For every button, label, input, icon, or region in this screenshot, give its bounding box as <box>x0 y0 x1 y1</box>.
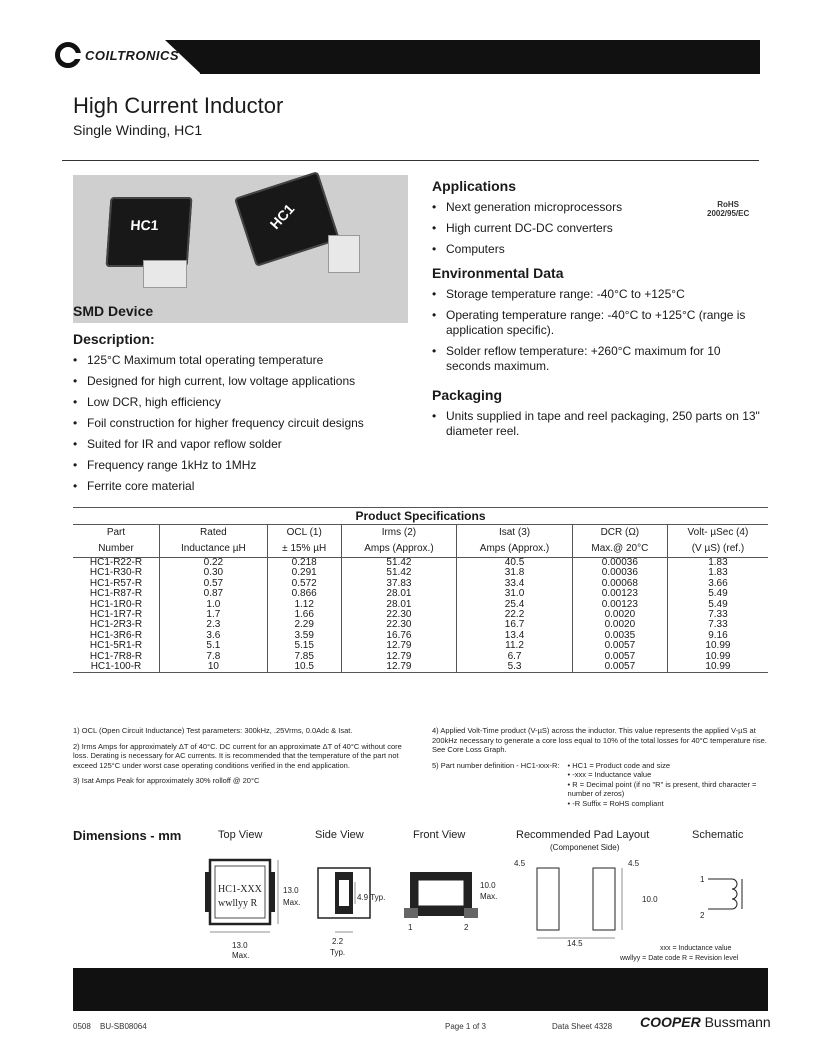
list-item: • HC1 = Product code and size <box>567 760 671 770</box>
table-cell: 7.85 <box>267 652 341 662</box>
brand-bold: COOPER <box>640 1014 701 1030</box>
table-cell: 0.00123 <box>572 600 667 610</box>
table-cell: 0.0020 <box>572 610 667 620</box>
table-cell: 0.0057 <box>572 662 667 673</box>
top-view-drawing <box>205 860 300 960</box>
front-view-drawing <box>404 872 497 932</box>
pad-layout-sublabel: (Componenet Side) <box>550 843 620 852</box>
legend-line-1: xxx = Inductance value <box>660 945 732 952</box>
packaging-heading: Packaging <box>432 387 503 403</box>
photo-caption: SMD Device <box>73 303 154 319</box>
environmental-heading: Environmental Data <box>432 265 564 281</box>
table-cell: HC1-R22-R <box>89 557 143 568</box>
pad-right-width: 4.5 <box>628 859 640 868</box>
list-item: • Next generation microprocessors <box>432 200 732 215</box>
table-cell: 5.3 <box>457 662 573 673</box>
table-cell: 16.76 <box>341 631 457 641</box>
table-header-cell: ± 15% µH <box>267 541 341 558</box>
table-cell: 5.1 <box>160 641 268 651</box>
table-cell: 7.33 <box>667 620 768 630</box>
legend-line-2: wwllyy = Date code R = Revision level <box>620 955 739 962</box>
list-item: • Foil construction for higher frequency circuit designs <box>73 416 413 431</box>
footer-data-sheet: Data Sheet 4328 <box>552 1022 613 1031</box>
top-view-width-unit: Max. <box>232 951 250 960</box>
schematic-pin2: 2 <box>700 911 705 920</box>
note-5-lead: 5) Part number definition - HC1-xxx-R: <box>432 760 560 770</box>
table-header-cell: Part <box>106 526 126 538</box>
table-cell: 0.218 <box>267 558 341 569</box>
list-item: • Frequency range 1kHz to 1MHz <box>73 458 413 473</box>
table-cell: 7.33 <box>667 610 768 620</box>
table-cell: 1.83 <box>667 558 768 569</box>
table-header-cell: (V µS) (ref.) <box>667 541 768 558</box>
side-view-dimension: 4.9 Typ. <box>357 893 386 902</box>
table-cell: 10.99 <box>667 662 768 673</box>
note-1: 1) OCL (Open Circuit Inductance) Test parameters: 300kHz, .25Vrms, 0.0Adc & Isat. <box>73 726 353 735</box>
table-cell: 0.00036 <box>572 568 667 578</box>
table-cell: 12.79 <box>341 662 457 673</box>
table-cell: 13.4 <box>457 631 573 641</box>
table-cell: 40.5 <box>457 558 573 569</box>
page-title: High Current Inductor <box>73 93 284 118</box>
table-cell: 28.01 <box>341 589 457 599</box>
table-cell: 2.29 <box>267 620 341 630</box>
table-cell: 10.99 <box>667 652 768 662</box>
table-cell: 1.83 <box>667 568 768 578</box>
table-cell: HC1-3R6-R <box>89 629 143 641</box>
table-header-cell: Volt- µSec (4) <box>667 525 768 542</box>
table-cell: 0.572 <box>267 579 341 589</box>
table-cell: HC1-R57-R <box>89 577 143 589</box>
table-cell: 9.16 <box>667 631 768 641</box>
list-item: • Ferrite core material <box>73 479 413 494</box>
footer-doc-number: BU-SB08064 <box>100 1022 147 1031</box>
table-cell: 22.30 <box>341 610 457 620</box>
table-header-cell: Inductance µH <box>160 541 268 558</box>
note-4: 4) Applied Volt-Time product (V-µS) across the inductor. This value represents the applied V-µS at 200kHz necessary to generate a core loss equal to 10% of the total losses for 40°C temperature rise. See Core Loss Graph. <box>432 726 767 754</box>
pad-height: 10.0 <box>642 895 658 904</box>
table-cell: 22.30 <box>341 620 457 630</box>
list-item: • High current DC-DC converters <box>432 221 732 236</box>
table-cell: 10 <box>160 662 268 673</box>
table-cell: 6.7 <box>457 652 573 662</box>
table-cell: 0.00068 <box>572 579 667 589</box>
table-cell: 0.57 <box>160 579 268 589</box>
table-cell: 0.0020 <box>572 620 667 630</box>
pad-span: 14.5 <box>567 939 583 948</box>
table-header-cell: Amps (Approx.) <box>457 541 573 558</box>
table-header-cell: DCR (Ω) <box>572 525 667 542</box>
table-cell: 11.2 <box>457 641 573 651</box>
list-item: • Computers <box>432 242 732 257</box>
list-item: • Designed for high current, low voltage applications <box>73 374 413 389</box>
table-cell: 5.49 <box>667 589 768 599</box>
table-header-cell: Max.@ 20°C <box>572 541 667 558</box>
list-item: • Low DCR, high efficiency <box>73 395 413 410</box>
table-cell: 12.79 <box>341 641 457 651</box>
brand-name: COILTRONICS <box>85 47 180 63</box>
list-item: • Operating temperature range: -40°C to +125°C (range is application specific). <box>432 308 762 338</box>
table-cell: 51.42 <box>341 558 457 569</box>
list-item: • Suited for IR and vapor reflow solder <box>73 437 413 452</box>
list-item: • Storage temperature range: -40°C to +125°C <box>432 287 762 302</box>
table-cell: 33.4 <box>457 579 573 589</box>
table-cell: 3.59 <box>267 631 341 641</box>
table-cell: 28.01 <box>341 600 457 610</box>
table-cell: 0.87 <box>160 589 268 599</box>
table-cell: 1.0 <box>160 600 268 610</box>
table-cell: 5.15 <box>267 641 341 651</box>
table-cell: 3.6 <box>160 631 268 641</box>
table-header-cell: Irms (2) <box>341 525 457 542</box>
front-view-height-unit: Max. <box>480 892 498 901</box>
front-view-label: Front View <box>413 829 466 841</box>
footer-bar <box>73 968 768 1011</box>
table-cell: HC1-1R0-R <box>89 598 143 610</box>
table-cell: HC1-R87-R <box>89 588 143 600</box>
chip-marking: HC1 <box>266 200 298 233</box>
table-cell: HC1-R30-R <box>89 567 143 579</box>
top-view-height-unit: Max. <box>283 898 301 907</box>
side-view-label: Side View <box>315 829 364 841</box>
table-cell: 1.7 <box>160 610 268 620</box>
table-cell: 37.83 <box>341 579 457 589</box>
front-view-height: 10.0 <box>480 881 496 890</box>
rohs-line2: 2002/95/EC <box>707 209 750 218</box>
page-subtitle: Single Winding, HC1 <box>73 122 203 138</box>
front-view-pin2: 2 <box>464 923 469 932</box>
list-item: • 125°C Maximum total operating temperature <box>73 353 413 368</box>
footer-page: Page 1 of 3 <box>445 1022 486 1031</box>
table-cell: 0.0035 <box>572 631 667 641</box>
table-cell: 0.22 <box>160 558 268 569</box>
rohs-line1: RoHS <box>717 200 740 209</box>
table-cell: 51.42 <box>341 568 457 578</box>
table-cell: HC1-5R1-R <box>89 640 143 652</box>
table-cell: 1.66 <box>267 610 341 620</box>
table-cell: HC1-2R3-R <box>89 619 143 631</box>
table-cell: HC1-1R7-R <box>89 609 143 621</box>
table-cell: 12.79 <box>341 652 457 662</box>
list-item: • Solder reflow temperature: +260°C maximum for 10 seconds maximum. <box>432 344 762 374</box>
table-cell: 25.4 <box>457 600 573 610</box>
table-cell: 31.8 <box>457 568 573 578</box>
schematic-label: Schematic <box>692 829 744 841</box>
table-cell: 1.12 <box>267 600 341 610</box>
note-3: 3) Isat Amps Peak for approximately 30% rolloff @ 20°C <box>73 776 260 785</box>
applications-heading: Applications <box>432 178 517 194</box>
table-cell: 3.66 <box>667 579 768 589</box>
side-view-width-unit: Typ. <box>330 948 346 957</box>
table-cell: 10.5 <box>267 662 341 673</box>
table-cell: 2.3 <box>160 620 268 630</box>
brand-rest: Bussmann <box>700 1014 771 1030</box>
schematic-pin1: 1 <box>700 875 705 884</box>
table-cell: HC1-7R8-R <box>89 650 143 662</box>
table-header-cell: Amps (Approx.) <box>341 541 457 558</box>
table-caption: Product Specifications <box>73 508 768 525</box>
table-cell: 0.30 <box>160 568 268 578</box>
pad-layout-label: Recommended Pad Layout <box>516 829 650 841</box>
table-header-cell: Number <box>73 541 160 558</box>
table-cell: 22.2 <box>457 610 573 620</box>
cooper-bussmann-logo <box>640 1014 771 1030</box>
pad-layout-drawing <box>514 859 658 948</box>
table-cell: 0.0057 <box>572 641 667 651</box>
table-cell: 0.00123 <box>572 589 667 599</box>
top-view-marking-2: wwllyy R <box>218 898 258 909</box>
side-view-drawing <box>318 868 385 957</box>
list-item: • -xxx = Inductance value <box>567 770 652 779</box>
table-cell: 0.00036 <box>572 558 667 569</box>
front-view-pin1: 1 <box>408 923 413 932</box>
table-cell: 0.866 <box>267 589 341 599</box>
list-item: • R = Decimal point (if no "R" is present, third character = number of zeros) <box>567 779 757 798</box>
table-cell: HC1-100-R <box>73 662 160 673</box>
top-view-label: Top View <box>218 829 263 841</box>
table-header-cell: OCL (1) <box>267 525 341 542</box>
table-header-cell: Rated <box>160 525 268 542</box>
table-cell: 10.99 <box>667 641 768 651</box>
table-cell: 0.291 <box>267 568 341 578</box>
list-item: • -R Suffix = RoHS compliant <box>567 798 664 808</box>
top-view-marking-1: HC1-XXX <box>218 884 262 895</box>
table-cell: 31.0 <box>457 589 573 599</box>
chip-marking: HC1 <box>129 217 160 233</box>
top-view-width: 13.0 <box>232 941 248 950</box>
dimensions-heading: Dimensions - mm <box>73 828 182 843</box>
table-cell: 16.7 <box>457 620 573 630</box>
footer-code: 0508 <box>73 1022 91 1031</box>
table-cell: 0.0057 <box>572 652 667 662</box>
pad-left-width: 4.5 <box>514 859 526 868</box>
table-cell: 5.49 <box>667 600 768 610</box>
schematic-drawing <box>619 875 742 962</box>
top-view-height: 13.0 <box>283 886 299 895</box>
list-item: • Units supplied in tape and reel packaging, 250 parts on 13" diameter reel. <box>432 409 762 439</box>
table-header-cell: Isat (3) <box>457 525 573 542</box>
table-cell: 7.8 <box>160 652 268 662</box>
description-heading: Description: <box>73 331 155 347</box>
note-2: 2) Irms Amps for approximately ΔT of 40°C. DC current for an approximate ΔT of 40°C without core loss. Derating is necessary for AC currents. It is recommended that the temperature of the part not exceed 125°C under worst case operating conditions verified in the end application. <box>73 741 402 770</box>
side-view-width: 2.2 <box>332 937 344 946</box>
